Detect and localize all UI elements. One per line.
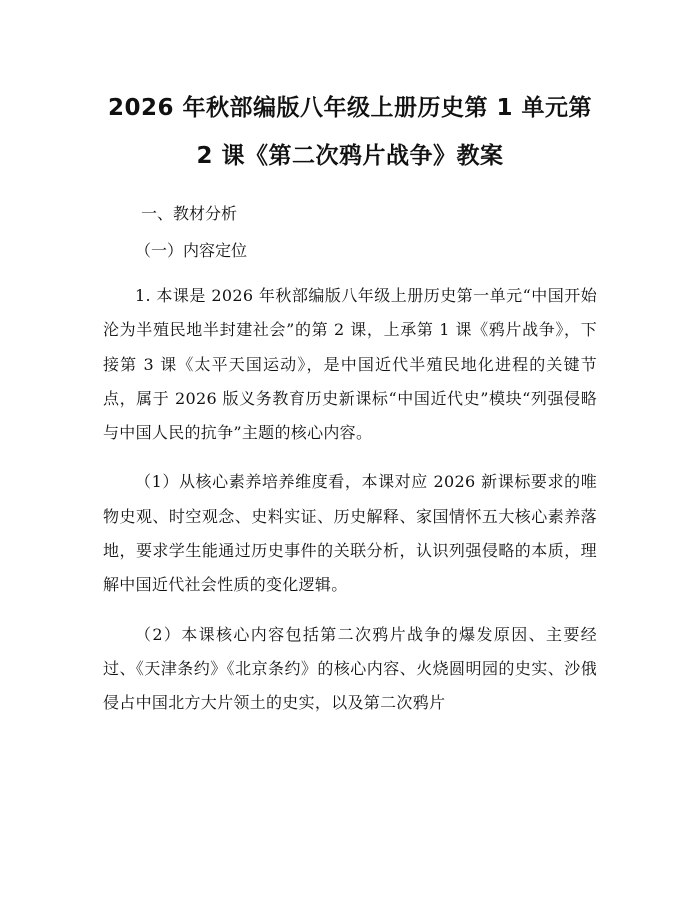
title-line-2: 2 课《第二次鸦片战争》教案 (196, 143, 504, 169)
subsection-heading: （一）内容定位 (135, 241, 248, 260)
title-line-1: 2026 年秋部编版八年级上册历史第 1 单元第 (107, 95, 593, 121)
document-title (103, 84, 597, 180)
paragraph: 1. 本课是 2026 年秋部编版八年级上册历史第一单元“中国开始沦为半殖民地半封建社会”的第 2 课，上承第 1 课《鸦片战争》，下接第 3 课《太平天国运动》，是中国近代半殖民地化进程的关键节点，属于 2026 版义务教育历史新课标“中国近代史”模块“列强侵略与中国人民的抗争”主题的核心内容。 (103, 286, 597, 443)
paragraph: （1）从核心素养培养维度看，本课对应 2026 新课标要求的唯物史观、时空观念、史料实证、历史解释、家国情怀五大核心素养落地，要求学生能通过历史事件的关联分析，认识列强侵略的本质，理解中国近代社会性质的变化逻辑。 (103, 472, 597, 595)
paragraph: （2）本课核心内容包括第二次鸦片战争的爆发原因、主要经过、《天津条约》《北京条约》的核心内容、火烧圆明园的史实、沙俄侵占中国北方大片领土的史实，以及第二次鸦片 (103, 624, 597, 713)
section-heading: 一、教材分析 (141, 204, 238, 223)
